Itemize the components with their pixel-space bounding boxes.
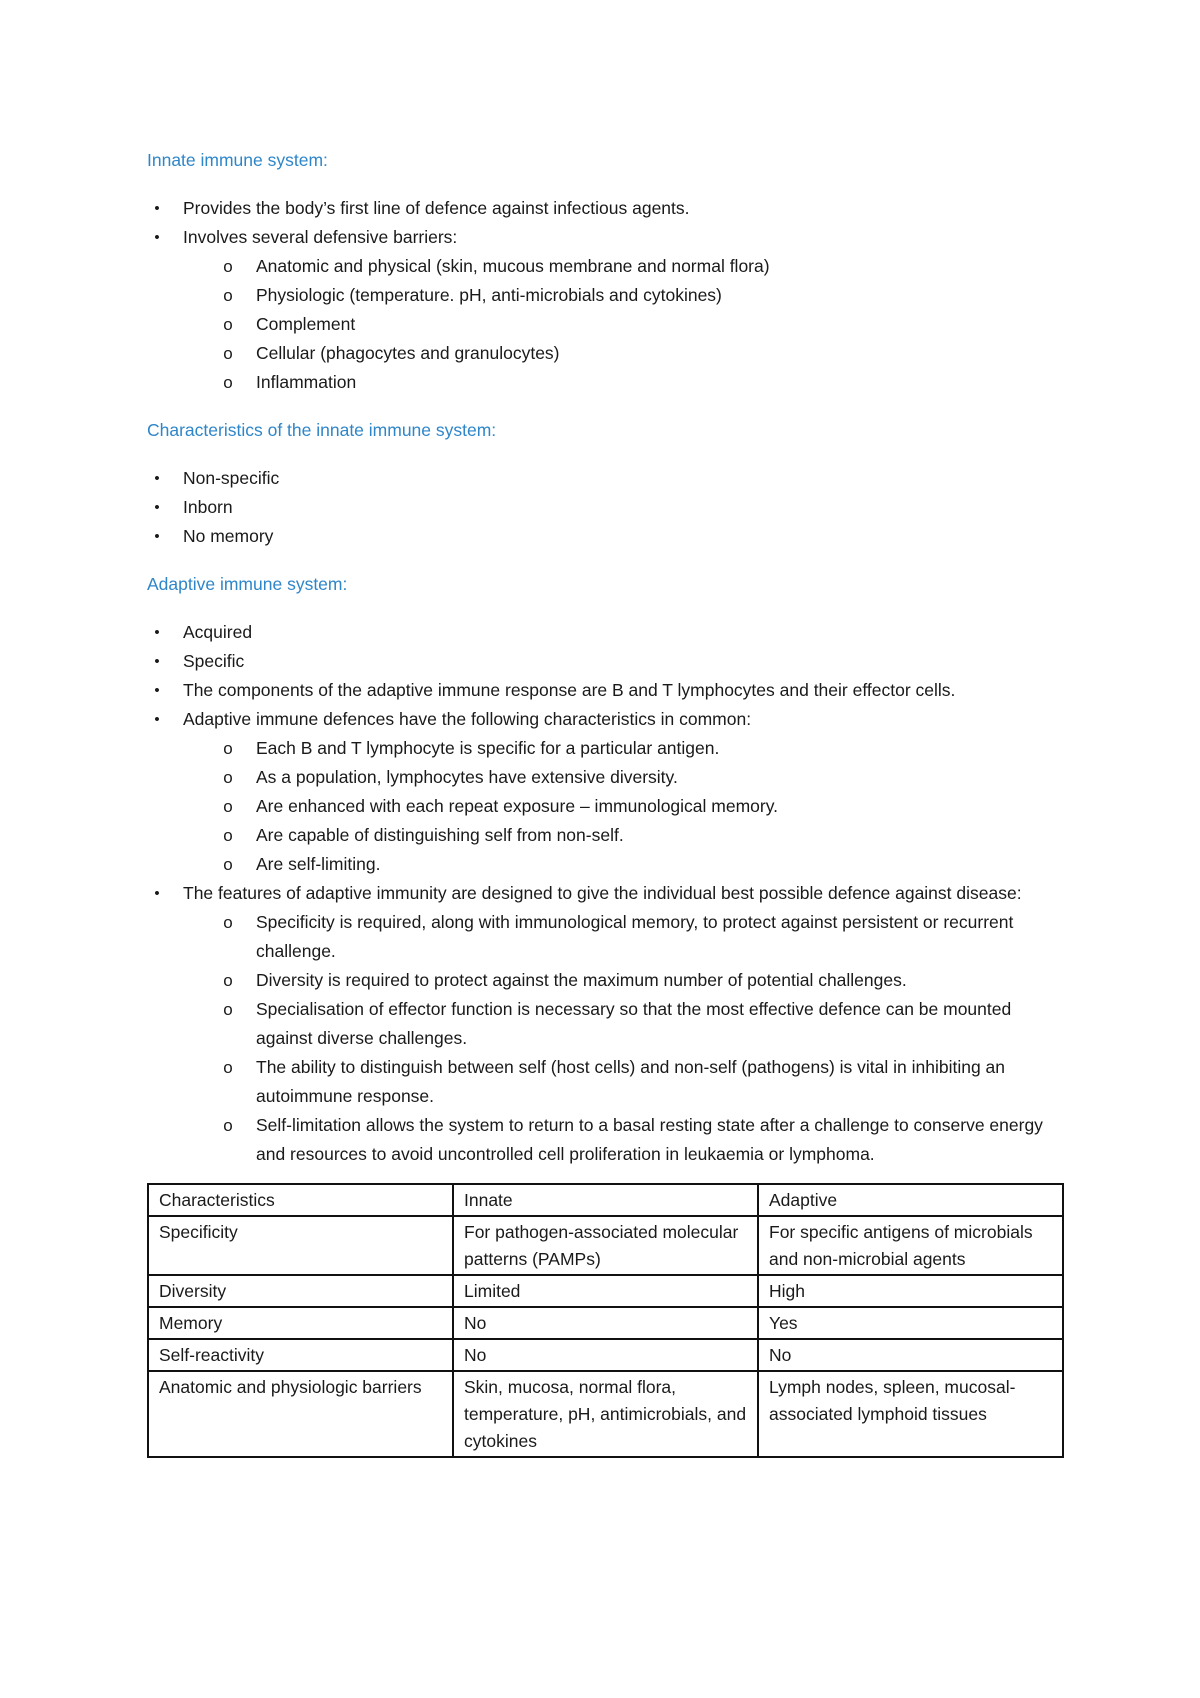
sub-list-item: o Diversity is required to protect against the maximum number of potential challenges. [183,966,1062,995]
document-page [147,146,1062,1458]
sub-list-item: o The ability to distinguish between self (host cells) and non-self (pathogens) is vital in inhibiting an autoimmune response. [183,1053,1062,1111]
circle-bullet-icon: o [223,826,233,845]
bullet-icon: • [154,711,160,728]
table-row [148,1275,1063,1307]
adaptive-list [147,618,1062,1169]
sub-list-item: o Complement [183,310,1062,339]
table-cell: Yes [758,1307,1063,1339]
sub-list-item: o Physiologic (temperature. pH, anti-microbials and cytokines) [183,281,1062,310]
features-sublist [183,908,1062,1169]
list-item: • Provides the body’s first line of defence against infectious agents. [147,194,1062,223]
circle-bullet-icon: o [223,315,233,334]
table-cell: Diversity [148,1275,453,1307]
table-cell: High [758,1275,1063,1307]
list-item: • The components of the adaptive immune response are B and T lymphocytes and their effector cells. [147,676,1062,705]
sub-list-item: o Specialisation of effector function is necessary so that the most effective defence can be mounted against diverse challenges. [183,995,1062,1053]
characteristics-list [147,464,1062,551]
bullet-icon: • [154,499,160,516]
sub-list-item: o Are enhanced with each repeat exposure – immunological memory. [183,792,1062,821]
heading-characteristics-innate: Characteristics of the innate immune system: [147,420,497,440]
table-cell: Lymph nodes, spleen, mucosal-associated lymphoid tissues [758,1371,1063,1457]
table-row [148,1339,1063,1371]
circle-bullet-icon: o [223,971,233,990]
table-cell: No [453,1339,758,1371]
circle-bullet-icon: o [223,1116,233,1135]
circle-bullet-icon: o [223,855,233,874]
innate-list [147,194,1062,397]
barriers-sublist [183,252,1062,397]
table-header-row [148,1184,1063,1216]
table-cell: Specificity [148,1216,453,1275]
table-cell: For pathogen-associated molecular patterns (PAMPs) [453,1216,758,1275]
list-item: • Specific [147,647,1062,676]
list-item: • Involves several defensive barriers: o Anatomic and physical (skin, mucous membrane and normal flora) o Physiologic (temperature. pH, anti-microbials and cytokines) o Complement o Cellular (phagocytes and granulocytes) o Inflammation [147,223,1062,397]
table-cell: No [453,1307,758,1339]
heading-innate-immune-system: Innate immune system: [147,150,328,170]
circle-bullet-icon: o [223,913,233,932]
heading-adaptive-immune-system: Adaptive immune system: [147,574,348,594]
sub-list-item: o As a population, lymphocytes have extensive diversity. [183,763,1062,792]
list-item: • Adaptive immune defences have the following characteristics in common: o Each B and T lymphocyte is specific for a particular antigen. o As a population, lymphocytes have extensive diversity. o Are enhanced with each repeat exposure – immunological memory. o Are capable of distinguishing self from non-self. o Are self-limiting. [147,705,1062,879]
circle-bullet-icon: o [223,257,233,276]
circle-bullet-icon: o [223,768,233,787]
list-item: • Non-specific [147,464,1062,493]
list-item: • No memory [147,522,1062,551]
sub-list-item: o Each B and T lymphocyte is specific for a particular antigen. [183,734,1062,763]
list-item: • Inborn [147,493,1062,522]
table-cell: No [758,1339,1063,1371]
bullet-icon: • [154,682,160,699]
bullet-icon: • [154,885,160,902]
circle-bullet-icon: o [223,373,233,392]
bullet-icon: • [154,200,160,217]
table-cell: Memory [148,1307,453,1339]
sub-list-item: o Cellular (phagocytes and granulocytes) [183,339,1062,368]
common-characteristics-sublist [183,734,1062,879]
circle-bullet-icon: o [223,1000,233,1019]
table-row [148,1371,1063,1457]
innate-vs-adaptive-table [147,1183,1064,1458]
sub-list-item: o Are self-limiting. [183,850,1062,879]
table-header-cell: Adaptive [758,1184,1063,1216]
sub-list-item: o Anatomic and physical (skin, mucous membrane and normal flora) [183,252,1062,281]
circle-bullet-icon: o [223,797,233,816]
list-item: • Acquired [147,618,1062,647]
sub-list-item: o Self-limitation allows the system to return to a basal resting state after a challenge to conserve energy and resources to avoid uncontrolled cell proliferation in leukaemia or lymphoma. [183,1111,1062,1169]
table-cell: Self-reactivity [148,1339,453,1371]
table-cell: For specific antigens of microbials and non-microbial agents [758,1216,1063,1275]
list-item: • The features of adaptive immunity are designed to give the individual best possible defence against disease: o Specificity is required, along with immunological memory, to protect against persistent or recurrent challenge. o Diversity is required to protect against the maximum number of potential challenges. o Specialisation of effector function is necessary so that the most effective defence can be mounted against diverse challenges. o The ability to distinguish between self (host cells) and non-self (pathogens) is vital in inhibiting an autoimmune response. o Self-limitation allows the system to return to a basal resting state after a challenge to conserve energy and resources to avoid uncontrolled cell proliferation in leukaemia or lymphoma. [147,879,1062,1169]
bullet-icon: • [154,653,160,670]
table-header-cell: Characteristics [148,1184,453,1216]
sub-list-item: o Specificity is required, along with immunological memory, to protect against persistent or recurrent challenge. [183,908,1062,966]
circle-bullet-icon: o [223,344,233,363]
circle-bullet-icon: o [223,739,233,758]
bullet-icon: • [154,624,160,641]
sub-list-item: o Are capable of distinguishing self from non-self. [183,821,1062,850]
table-header-cell: Innate [453,1184,758,1216]
sub-list-item: o Inflammation [183,368,1062,397]
table-row [148,1307,1063,1339]
bullet-icon: • [154,528,160,545]
bullet-icon: • [154,229,160,246]
table-cell: Skin, mucosa, normal flora, temperature, pH, antimicrobials, and cytokines [453,1371,758,1457]
circle-bullet-icon: o [223,1058,233,1077]
table-row [148,1216,1063,1275]
circle-bullet-icon: o [223,286,233,305]
bullet-icon: • [154,470,160,487]
table-cell: Limited [453,1275,758,1307]
table-cell: Anatomic and physiologic barriers [148,1371,453,1457]
